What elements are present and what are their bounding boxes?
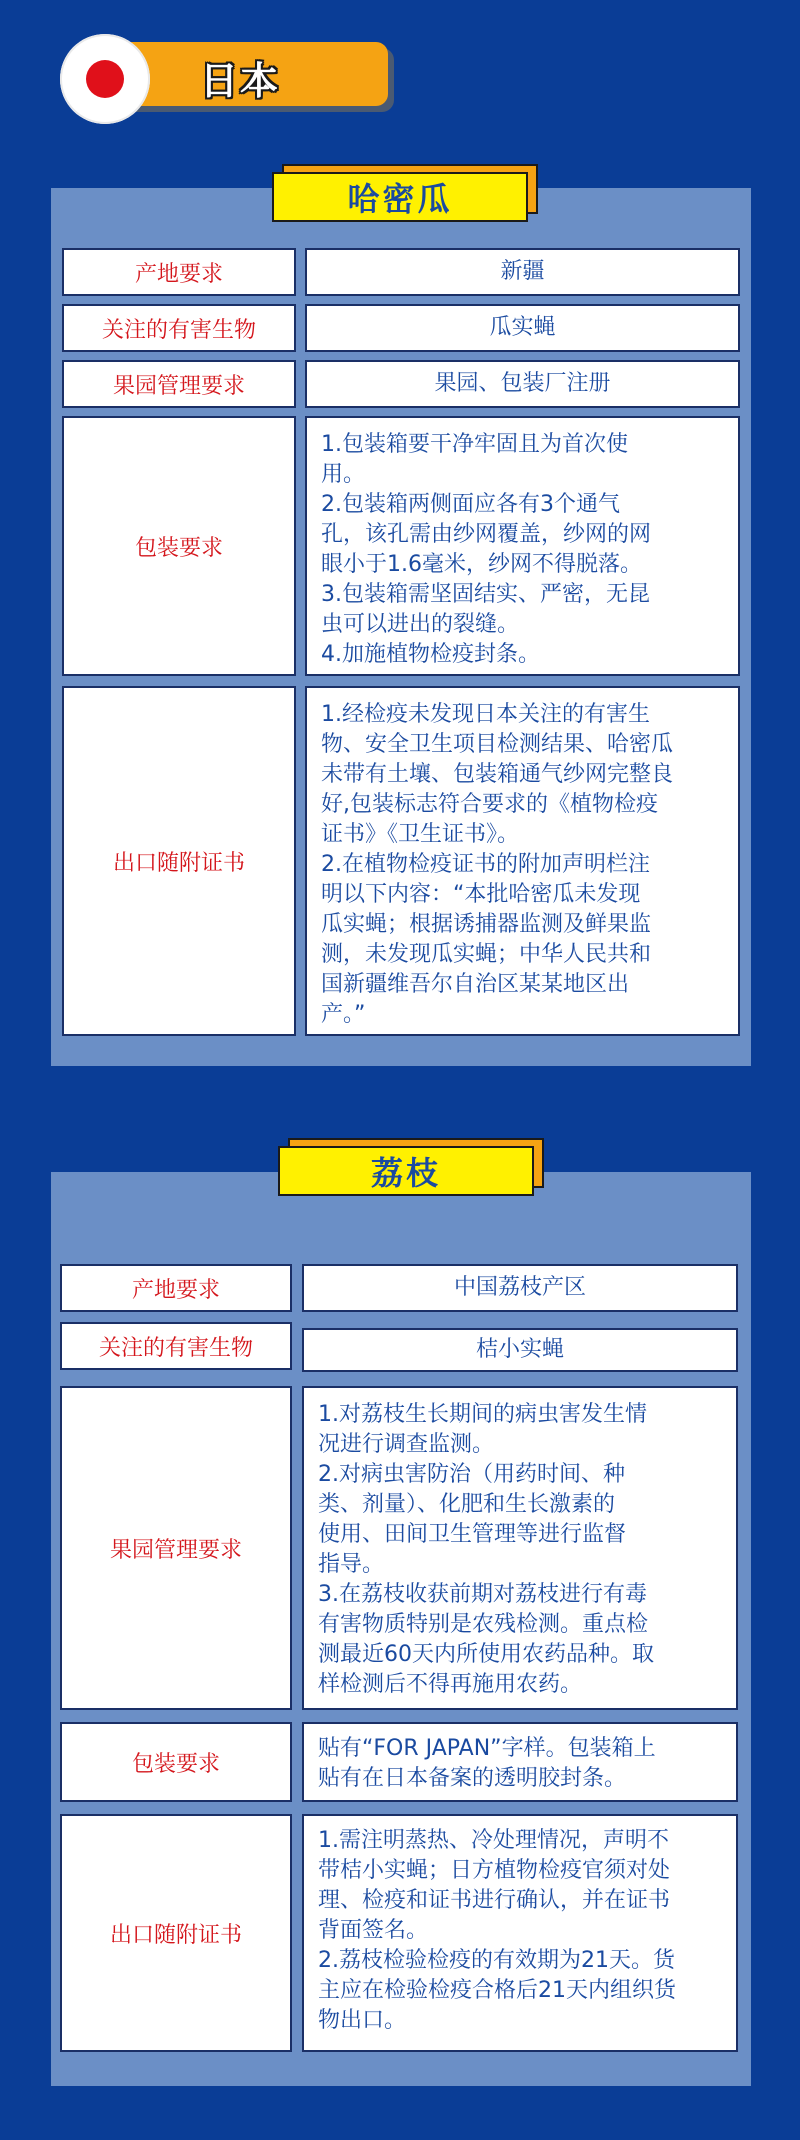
text-line: 物出口。 bbox=[318, 2008, 407, 2033]
text-line: 2.包装箱两侧面应各有3个通气 bbox=[321, 492, 620, 517]
table-row bbox=[62, 304, 740, 352]
table-row bbox=[62, 360, 740, 408]
table-row bbox=[62, 416, 740, 676]
row-label: 包装要求 bbox=[62, 416, 296, 676]
row-value: 中国荔枝产区 bbox=[302, 1264, 738, 1312]
text-line: 用。 bbox=[321, 462, 366, 487]
row-label: 关注的有害生物 bbox=[62, 304, 296, 352]
row-label: 产地要求 bbox=[62, 248, 296, 296]
text-line: 国新疆维吾尔自治区某某地区出 bbox=[321, 972, 630, 997]
text-line: 测最近60天内所使用农药品种。取 bbox=[318, 1642, 654, 1667]
text-line: 有害物质特别是农残检测。重点检 bbox=[318, 1612, 649, 1637]
row-value bbox=[305, 416, 740, 676]
row-value: 新疆 bbox=[305, 248, 740, 296]
text-line: 况进行调查监测。 bbox=[318, 1432, 495, 1457]
text-line: 1.经检疫未发现日本关注的有害生 bbox=[321, 702, 650, 727]
text-line: 2.荔枝检验检疫的有效期为21天。货 bbox=[318, 1948, 675, 1973]
country-header bbox=[60, 34, 390, 124]
text-line: 1.对荔枝生长期间的病虫害发生情 bbox=[318, 1402, 647, 1427]
text-line: 1.包装箱要干净牢固且为首次使 bbox=[321, 432, 628, 457]
text-line: 3.包装箱需坚固结实、严密，无昆 bbox=[321, 582, 650, 607]
text-line: 2.对病虫害防治（用药时间、种 bbox=[318, 1462, 625, 1487]
table-row bbox=[62, 686, 740, 1036]
text-line: 4.加施植物检疫封条。 bbox=[321, 642, 540, 667]
text-line: 孔，该孔需由纱网覆盖，纱网的网 bbox=[321, 522, 652, 547]
japan-flag-icon bbox=[60, 34, 150, 124]
text-line: 使用、田间卫生管理等进行监督 bbox=[318, 1522, 627, 1547]
text-line: 贴有“FOR JAPAN”字样。包装箱上 bbox=[318, 1736, 656, 1761]
table-row bbox=[60, 1322, 738, 1370]
text-line: 1.需注明蒸热、冷处理情况，声明不 bbox=[318, 1828, 669, 1853]
text-line: 未带有土壤、包装箱通气纱网完整良 bbox=[321, 762, 674, 787]
section-title-tag bbox=[272, 172, 532, 226]
text-line: 带桔小实蝇；日方植物检疫官须对处 bbox=[318, 1858, 671, 1883]
row-label: 包装要求 bbox=[60, 1722, 292, 1802]
table-row bbox=[60, 1386, 738, 1710]
row-label: 果园管理要求 bbox=[60, 1386, 292, 1710]
row-value bbox=[302, 1814, 738, 2052]
table-row bbox=[60, 1814, 738, 2052]
text-line: 明以下内容：“本批哈密瓜未发现 bbox=[321, 882, 641, 907]
text-line: 虫可以进出的裂缝。 bbox=[321, 612, 520, 637]
row-value bbox=[305, 686, 740, 1036]
row-value bbox=[302, 1722, 738, 1802]
text-line: 类、剂量）、化肥和生长激素的 bbox=[318, 1492, 616, 1517]
text-line: 3.在荔枝收获前期对荔枝进行有毒 bbox=[318, 1582, 647, 1607]
table-row bbox=[62, 248, 740, 296]
row-label: 产地要求 bbox=[60, 1264, 292, 1312]
section-title-tag bbox=[278, 1146, 538, 1200]
country-name: 日本 bbox=[200, 59, 281, 103]
row-value: 桔小实蝇 bbox=[302, 1328, 738, 1372]
table-row bbox=[60, 1264, 738, 1312]
text-line: 样检测后不得再施用农药。 bbox=[318, 1672, 583, 1697]
row-value bbox=[302, 1386, 738, 1710]
row-label: 出口随附证书 bbox=[60, 1814, 292, 2052]
text-line: 测，未发现瓜实蝇；中华人民共和 bbox=[321, 942, 652, 967]
row-label: 出口随附证书 bbox=[62, 686, 296, 1036]
flag-red-dot bbox=[86, 60, 124, 98]
row-label: 关注的有害生物 bbox=[60, 1322, 292, 1370]
text-line: 背面签名。 bbox=[318, 1918, 429, 1943]
row-value: 瓜实蝇 bbox=[305, 304, 740, 352]
text-line: 理、检疫和证书进行确认，并在证书 bbox=[318, 1888, 671, 1913]
text-line: 眼小于1.6毫米，纱网不得脱落。 bbox=[321, 552, 642, 577]
text-line: 2.在植物检疫证书的附加声明栏注 bbox=[321, 852, 650, 877]
row-label: 果园管理要求 bbox=[62, 360, 296, 408]
text-line: 主应在检验检疫合格后21天内组织货 bbox=[318, 1978, 676, 2003]
text-line: 证书》《卫生证书》。 bbox=[321, 822, 520, 847]
text-line: 贴有在日本备案的透明胶封条。 bbox=[318, 1766, 627, 1791]
section-title: 哈密瓜 bbox=[272, 172, 528, 222]
row-value: 果园、包装厂注册 bbox=[305, 360, 740, 408]
table-row bbox=[60, 1722, 738, 1802]
text-line: 指导。 bbox=[318, 1552, 385, 1577]
text-line: 好,包装标志符合要求的《植物检疫 bbox=[321, 792, 658, 817]
text-line: 产。” bbox=[321, 1002, 366, 1027]
text-line: 物、安全卫生项目检测结果、哈密瓜 bbox=[321, 732, 674, 757]
section-title: 荔枝 bbox=[278, 1146, 534, 1196]
text-line: 瓜实蝇；根据诱捕器监测及鲜果监 bbox=[321, 912, 652, 937]
